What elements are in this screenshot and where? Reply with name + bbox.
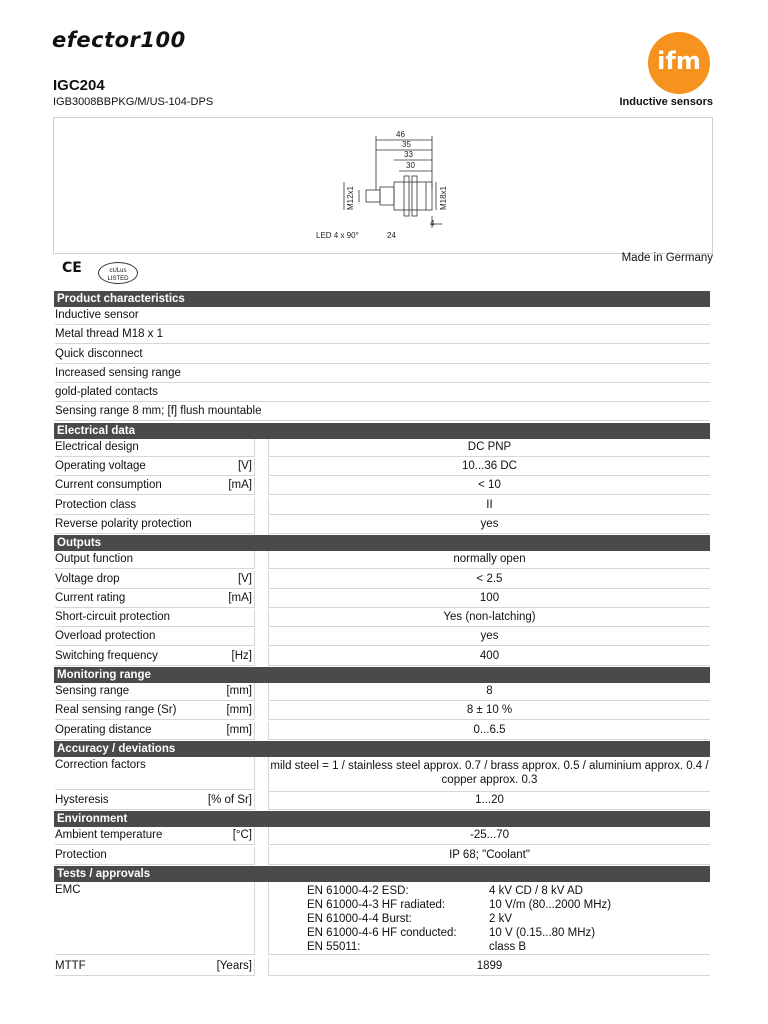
spec-unit: [mm]: [226, 704, 252, 717]
label-m18: M18x1: [439, 185, 448, 210]
product-row: [54, 365, 710, 384]
emc-value: 4 kV CD / 8 kV AD: [489, 884, 583, 897]
spec-label: Protection: [55, 847, 255, 865]
emc-line: [307, 912, 611, 926]
emc-line: [307, 940, 611, 954]
dim-30: 30: [406, 161, 415, 170]
product-row: [54, 307, 710, 326]
spec-value: normally open: [268, 551, 710, 569]
emc-standard: EN 61000-4-6 HF conducted:: [307, 926, 457, 939]
brand-logo: [52, 30, 236, 54]
dim-4: 4: [430, 219, 435, 228]
ifm-logo-text: ifm: [657, 47, 701, 75]
product-feature: Increased sensing range: [55, 365, 710, 383]
product-feature: Inductive sensor: [55, 307, 710, 325]
emc-label: EMC: [55, 882, 255, 955]
label-wrench-24: 24: [387, 231, 396, 240]
outputs-row: [54, 648, 710, 667]
product-row: [54, 346, 710, 365]
accuracy-row: [54, 792, 710, 811]
section-environment: Environment: [54, 811, 710, 827]
spec-value: IP 68; "Coolant": [268, 847, 710, 865]
spec-label: Switching frequency: [55, 648, 255, 666]
spec-value: -25...70: [268, 827, 710, 845]
emc-value: 10 V (0.15...80 MHz): [489, 926, 596, 939]
section-accuracy: Accuracy / deviations: [54, 741, 710, 757]
outputs-row: [54, 571, 710, 590]
spec-value: 8: [268, 683, 710, 701]
spec-label: Output function: [55, 551, 255, 569]
spec-value: yes: [268, 516, 710, 534]
emc-line: [307, 884, 611, 898]
emc-standard: EN 61000-4-3 HF radiated:: [307, 898, 446, 911]
product-row: [54, 326, 710, 345]
section-outputs: Outputs: [54, 535, 710, 551]
product-feature: Sensing range 8 mm; [f] flush mountable: [55, 403, 710, 421]
electrical-row: [54, 477, 710, 496]
dimension-drawing: [53, 117, 713, 254]
dim-35: 35: [402, 140, 411, 149]
spec-value: < 10: [268, 477, 710, 495]
spec-unit: [Hz]: [231, 649, 252, 662]
spec-label: Ambient temperature: [55, 827, 255, 845]
label-m12: M12x1: [346, 185, 355, 210]
outputs-row: [54, 590, 710, 609]
outputs-row: [54, 551, 710, 570]
electrical-row: [54, 458, 710, 477]
spec-label: Operating voltage: [55, 458, 255, 476]
mttf-row: [54, 958, 710, 977]
emc-values: [268, 882, 710, 955]
datasheet-table: [54, 291, 710, 977]
sensor-drawing-svg: [54, 118, 712, 253]
electrical-row: [54, 439, 710, 458]
product-category: Inductive sensors: [619, 96, 713, 108]
spec-label: Short-circuit protection: [55, 609, 255, 627]
spec-value: < 2.5: [268, 571, 710, 589]
brand-name: efector100: [52, 28, 186, 52]
made-in-label: Made in Germany: [621, 252, 713, 264]
section-tests: Tests / approvals: [54, 866, 710, 882]
environment-row: [54, 827, 710, 846]
product-feature: Metal thread M18 x 1: [55, 326, 710, 344]
dim-46: 46: [396, 130, 405, 139]
mttf-value: 1899: [268, 958, 710, 976]
spec-unit: [V]: [237, 460, 252, 473]
monitoring-row: [54, 722, 710, 741]
emc-value: 2 kV: [489, 912, 513, 925]
spec-value: 10...36 DC: [268, 458, 710, 476]
product-row: [54, 403, 710, 422]
spec-value: 0...6.5: [268, 722, 710, 740]
spec-unit: [°C]: [232, 829, 252, 842]
electrical-row: [54, 497, 710, 516]
product-row: [54, 384, 710, 403]
monitoring-row: [54, 702, 710, 721]
spec-label: Voltage drop: [55, 571, 255, 589]
monitoring-row: [54, 683, 710, 702]
emc-line: [307, 898, 611, 912]
section-product: Product characteristics: [54, 291, 710, 307]
section-electrical: Electrical data: [54, 423, 710, 439]
spec-unit: [mA]: [228, 479, 252, 492]
dim-33: 33: [404, 150, 413, 159]
spec-label: Hysteresis: [55, 792, 255, 810]
spec-label: Protection class: [55, 497, 255, 515]
spec-label: Electrical design: [55, 439, 255, 457]
accuracy-row: [54, 757, 710, 792]
emc-row: [54, 882, 710, 958]
emc-standard: EN 61000-4-4 Burst:: [307, 912, 412, 925]
label-led: LED 4 x 90°: [316, 231, 359, 240]
model-number: IGC204: [53, 77, 105, 94]
ce-mark-icon: CE: [62, 260, 82, 276]
spec-unit: [mm]: [226, 685, 252, 698]
spec-label: Current consumption: [55, 477, 255, 495]
spec-label: Current rating: [55, 590, 255, 608]
mttf-unit: [Years]: [216, 959, 252, 972]
spec-label: Operating distance: [55, 722, 255, 740]
culus-mark-icon: cULus LISTED: [98, 262, 138, 284]
emc-standard: EN 61000-4-2 ESD:: [307, 884, 409, 897]
certification-marks: [62, 260, 142, 290]
spec-value: 400: [268, 648, 710, 666]
spec-value: Yes (non-latching): [268, 609, 710, 627]
spec-unit: [mm]: [226, 723, 252, 736]
product-feature: Quick disconnect: [55, 346, 710, 364]
spec-value: 8 ± 10 %: [268, 702, 710, 720]
spec-unit: [V]: [237, 572, 252, 585]
emc-line: [307, 926, 611, 940]
order-code: IGB3008BBPKG/M/US-104-DPS: [53, 96, 214, 108]
mttf-label: MTTF: [55, 958, 255, 976]
spec-value: 100: [268, 590, 710, 608]
section-monitoring: Monitoring range: [54, 667, 710, 683]
outputs-row: [54, 628, 710, 647]
emc-standard: EN 55011:: [307, 940, 361, 953]
environment-row: [54, 847, 710, 866]
spec-unit: [mA]: [228, 591, 252, 604]
spec-value: DC PNP: [268, 439, 710, 457]
ifm-logo: [648, 32, 710, 94]
spec-value: II: [268, 497, 710, 515]
emc-value: class B: [489, 940, 527, 953]
spec-unit: [% of Sr]: [207, 793, 252, 806]
spec-label: Correction factors: [55, 757, 255, 790]
spec-label: Sensing range: [55, 683, 255, 701]
emc-value: 10 V/m (80...2000 MHz): [489, 898, 612, 911]
outputs-row: [54, 609, 710, 628]
product-feature: gold-plated contacts: [55, 384, 710, 402]
spec-label: Reverse polarity protection: [55, 516, 255, 534]
spec-value: 1...20: [268, 792, 710, 810]
spec-label: Real sensing range (Sr): [55, 702, 255, 720]
spec-value: mild steel = 1 / stainless steel approx. 0.7 / brass approx. 0.5 / aluminium approx. 0.4 / copper approx. 0.3: [268, 757, 710, 792]
spec-value: yes: [268, 628, 710, 646]
electrical-row: [54, 516, 710, 535]
spec-label: Overload protection: [55, 628, 255, 646]
